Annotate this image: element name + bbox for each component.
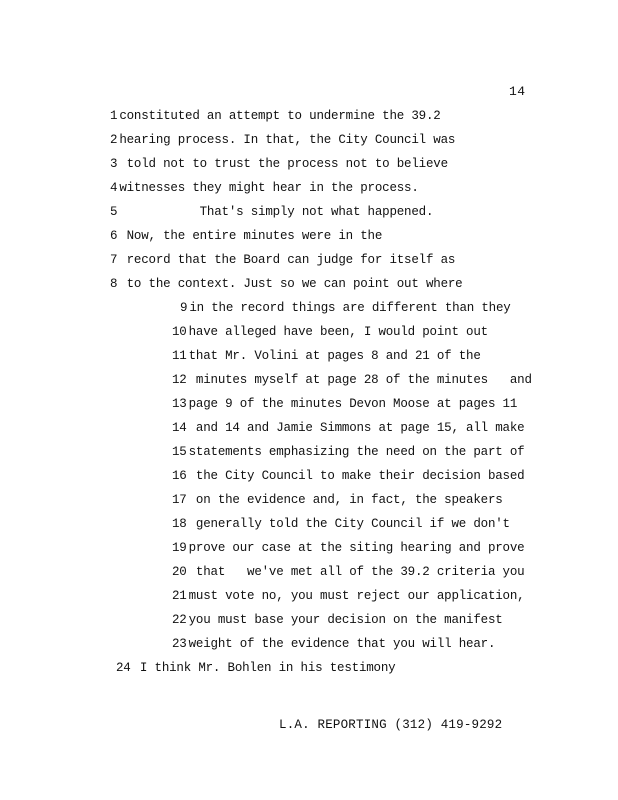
line-number: 11	[172, 349, 187, 363]
transcript-line	[110, 132, 455, 148]
line-number: 15	[172, 445, 187, 459]
line-number: 9	[180, 301, 188, 315]
line-number: 14	[172, 421, 187, 435]
line-text: hearing process. In that, the City Council was	[119, 133, 456, 147]
transcript-line	[110, 276, 462, 292]
line-text: Now, the entire minutes were in the	[119, 229, 383, 243]
page-number: 14	[509, 84, 526, 99]
transcript-line	[110, 204, 433, 220]
line-number: 10	[172, 325, 187, 339]
transcript-line	[110, 228, 382, 244]
line-text: that Mr. Volini at pages 8 and 21 of the	[188, 349, 481, 363]
transcript-line	[172, 564, 524, 580]
transcript-line	[110, 252, 455, 268]
line-number: 18	[172, 517, 187, 531]
transcript-line	[172, 612, 503, 628]
line-number: 19	[172, 541, 187, 555]
line-text: must vote no, you must reject our application,	[188, 589, 525, 603]
transcript-line	[110, 108, 441, 124]
line-text: the City Council to make their decision based	[188, 469, 525, 483]
line-text: witnesses they might hear in the process.	[119, 181, 419, 195]
transcript-line	[172, 516, 510, 532]
transcript-line	[172, 396, 517, 412]
line-text: generally told the City Council if we don't	[188, 517, 510, 531]
line-number: 2	[110, 133, 118, 147]
reporter-footer: L.A. REPORTING (312) 419-9292	[279, 718, 503, 732]
line-number: 22	[172, 613, 187, 627]
line-number: 12	[172, 373, 187, 387]
line-number: 17	[172, 493, 187, 507]
line-number: 3	[110, 157, 118, 171]
line-number: 23	[172, 637, 187, 651]
transcript-line	[172, 468, 524, 484]
line-text: that we've met all of the 39.2 criteria you	[188, 565, 525, 579]
line-text: have alleged have been, I would point out	[188, 325, 488, 339]
line-number: 8	[110, 277, 118, 291]
line-text: record that the Board can judge for itself as	[119, 253, 456, 267]
transcript-line	[172, 492, 503, 508]
transcript-line	[172, 372, 532, 388]
line-text: on the evidence and, in fact, the speakers	[188, 493, 503, 507]
line-text: you must base your decision on the manifest	[188, 613, 503, 627]
line-text: and 14 and Jamie Simmons at page 15, all make	[188, 421, 525, 435]
transcript-line	[172, 420, 524, 436]
line-number: 7	[110, 253, 118, 267]
line-number: 4	[110, 181, 118, 195]
line-text: I think Mr. Bohlen in his testimony	[132, 661, 396, 675]
line-number: 24	[116, 661, 131, 675]
transcript-line	[172, 540, 524, 556]
line-text: statements emphasizing the need on the part of	[188, 445, 525, 459]
transcript-line	[172, 444, 524, 460]
line-text: page 9 of the minutes Devon Moose at pages 11	[188, 397, 518, 411]
line-number: 1	[110, 109, 118, 123]
line-number: 20	[172, 565, 187, 579]
line-text: to the context. Just so we can point out where	[119, 277, 463, 291]
line-number: 5	[110, 205, 118, 219]
line-number: 13	[172, 397, 187, 411]
transcript-line	[172, 348, 481, 364]
line-text: in the record things are different than they	[189, 301, 511, 315]
transcript-line	[172, 324, 488, 340]
transcript-line	[180, 300, 511, 316]
line-text: minutes myself at page 28 of the minutes and	[188, 373, 532, 387]
transcript-line	[110, 180, 419, 196]
line-number: 16	[172, 469, 187, 483]
line-text: weight of the evidence that you will hear.	[188, 637, 496, 651]
line-text: prove our case at the siting hearing and prove	[188, 541, 525, 555]
line-text: constituted an attempt to undermine the 39.2	[119, 109, 441, 123]
line-text: That's simply not what happened.	[119, 205, 434, 219]
transcript-line	[116, 660, 395, 676]
transcript-line	[110, 156, 448, 172]
line-text: told not to trust the process not to believe	[119, 157, 448, 171]
transcript-line	[172, 588, 524, 604]
line-number: 6	[110, 229, 118, 243]
transcript-line	[172, 636, 495, 652]
line-number: 21	[172, 589, 187, 603]
